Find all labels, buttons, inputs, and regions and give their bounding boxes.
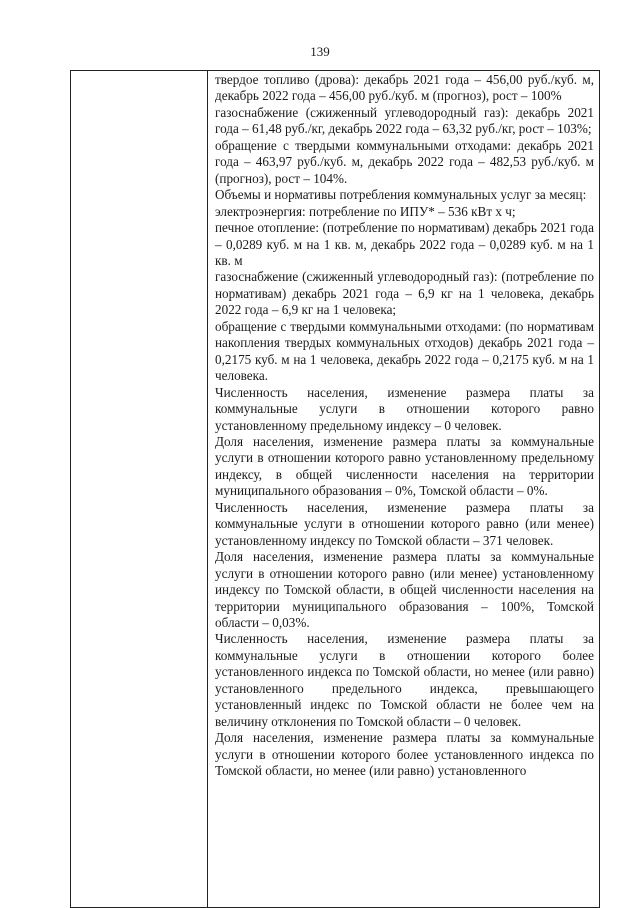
paragraph-volumes-heading: Объемы и нормативы потребления коммунальных услуг за месяц: [215,187,587,203]
paragraph-gas-consumption: газоснабжение (сжиженный углеводородный газ): (потребление по нормативам) декабрь 2021 года – 6,9 кг на 1 человека, декабрь 2022 года – 6,9 кг на 1 человека; [215,269,594,318]
document-table [70,70,600,908]
paragraph-share-equal-limit: Доля населения, изменение размера платы за коммунальные услуги в отношении которого равно установленному предельному индексу, в общей численности населения на территории муниципального образования – 0%, Томской области – 0%. [215,433,594,499]
paragraph-population-below-index: Численность населения, изменение размера платы за коммунальные услуги в отношении которого равно (или менее) установленному индексу по Томской области – 371 человек. [215,499,594,548]
paragraph-population-equal-limit: Численность населения, изменение размера платы за коммунальные услуги в отношении которого равно установленному предельному индексу – 0 человек. [215,384,594,433]
table-left-column [71,71,208,907]
table-right-column [208,71,599,907]
paragraph-electricity: электроэнергия: потребление по ИПУ* – 536 кВт х ч; [215,203,516,219]
paragraph-share-above-index: Доля населения, изменение размера платы за коммунальные услуги в отношении которого более установленного индекса по Томской области, но менее (или равно) установленного [215,730,594,779]
paragraph-gas-supply: газоснабжение (сжиженный углеводородный газ): декабрь 2021 года – 61,48 руб./кг, декабрь 2022 года – 63,32 руб./кг, рост – 103%; [215,104,594,137]
paragraph-share-below-index: Доля населения, изменение размера платы за коммунальные услуги в отношении которого равно (или менее) установленному индексу по Томской области, в общей численности населения на территории муниципального образования – 100%, Томской области – 0,03%. [215,549,594,630]
paragraph-stove-heating: печное отопление: (потребление по нормативам) декабрь 2021 года – 0,0289 куб. м на 1 кв. м, декабрь 2022 года – 0,0289 куб. м на 1 кв. м [215,220,594,268]
paragraph-solid-fuel: твердое топливо (дрова): декабрь 2021 года – 456,00 руб./куб. м, декабрь 2022 года – 456,00 руб./куб. м (прогноз), рост – 100% [215,72,594,104]
paragraph-population-above-index: Численность населения, изменение размера платы за коммунальные услуги в отношении которого более установленного индекса по Томской области, но менее (или равно) установленного предельного индекса, превышающего установленный индекс по Томской области не более чем на величину отклонения по Томской области – 0 человек. [215,631,594,729]
page-number: 139 [310,44,330,59]
paragraph-waste-norms: обращение с твердыми коммунальными отходами: (по нормативам накопления твердых коммунальных отходов) декабрь 2021 года – 0,2175 куб. м на 1 человека, декабрь 2022 года – 0,2175 куб. м на 1 человека. [215,318,594,384]
paragraph-waste-management: обращение с твердыми коммунальными отходами: декабрь 2021 года – 463,97 руб./куб. м, декабрь 2022 года – 482,53 руб./куб. м (прогноз), рост – 104%. [215,137,594,186]
